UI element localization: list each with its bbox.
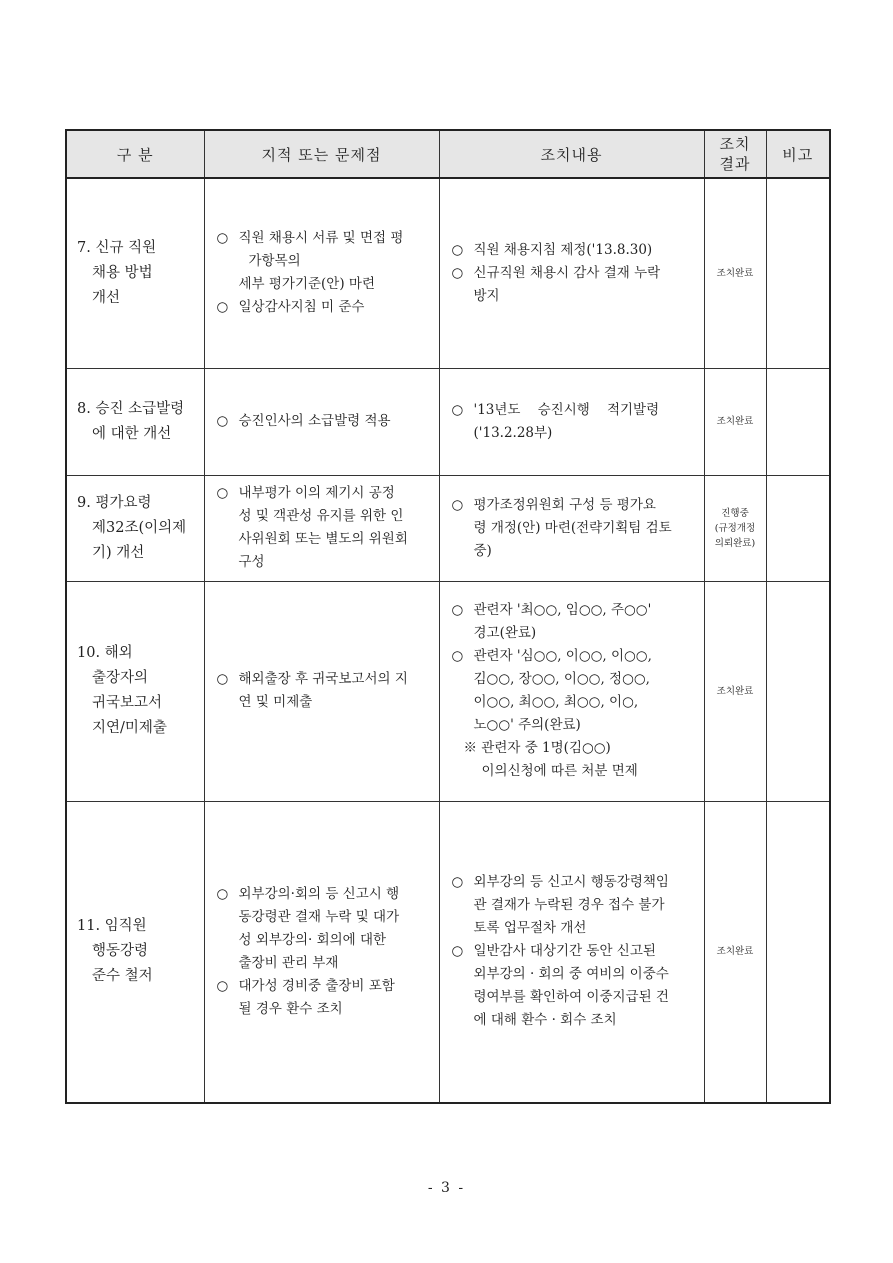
bullet-icon: ○ [451,602,464,618]
list-item [452,940,696,1032]
item-line: 령여부를 확인하여 이중지급된 건 [473,989,669,1006]
category-line: 7. 신규 직원 [77,239,157,256]
category-line: 8. 승진 소급발령 [77,400,185,417]
table-row [66,581,830,801]
result-text: 조치완료 [716,685,754,697]
item-line: '13년도 승진시행 적기발령 [473,401,660,418]
item-line: ('13.2.28부) [473,424,553,441]
remark-cell [766,368,830,475]
item-line: 동강령관 결재 누락 및 대가 [238,908,400,925]
category-line: 준수 철저 [92,968,153,985]
item-line: 토록 업무절차 개선 [473,920,587,937]
item-line: 평가조정위원회 구성 등 평가요 [473,496,656,513]
item-line: 김○○, 장○○, 이○○, 정○○, [473,671,650,687]
list-item [452,494,696,563]
item-line: 외부강의 · 회의 중 여비의 이중수 [473,966,669,983]
category-line: 채용 방법 [92,264,153,281]
note-line: 관련자 중 1명(김○○) [481,740,611,756]
category-cell [66,368,204,475]
list-item [452,262,696,308]
list-item [217,883,431,975]
item-line: 외부강의·회의 등 신고시 행 [238,885,400,902]
issue-cell [204,475,439,581]
result-cell [704,368,766,475]
bullet-icon: ○ [451,264,464,281]
bullet-icon: ○ [451,496,464,513]
category-line: 제32조(이의제 [92,519,187,536]
item-line: 노○○' 주의(완료) [473,717,581,733]
item-line: 사위원회 또는 별도의 위원회 [238,531,408,547]
category-cell [66,475,204,581]
item-line: 직원 채용지침 제정('13.8.30) [473,241,653,258]
result-cell [704,581,766,801]
header-category: 구 분 [66,130,204,178]
item-line: 해외출장 후 귀국보고서의 지 [238,671,408,687]
header-result-line2: 결과 [719,155,751,173]
item-line: 될 경우 환수 조치 [238,1000,343,1017]
item-line: 내부평가 이의 제기시 공정 [238,485,395,501]
item-line: 직원 채용시 서류 및 면접 평 [238,230,404,247]
result-text: (규정개정 [714,522,756,534]
item-line: 중) [473,542,492,559]
item-line: 관 결재가 누락된 경우 접수 불가 [473,897,665,914]
list-item [452,399,696,445]
item-line: 일반감사 대상기간 동안 신고된 [473,943,656,960]
remark-cell [766,581,830,801]
result-text: 조치완료 [716,267,754,279]
item-line: 연 및 미제출 [238,694,313,710]
header-row [66,130,830,178]
list-item [452,871,696,940]
action-cell [439,368,704,475]
item-line: 구성 [238,554,265,570]
bullet-icon: ○ [216,671,229,687]
action-cell [439,178,704,368]
note-mark: ※ [463,740,477,756]
category-cell [66,581,204,801]
action-cell [439,475,704,581]
issue-cell [204,801,439,1103]
category-line: 지연/미제출 [92,720,167,736]
list-item [452,599,696,645]
item-line: 경고(완료) [473,625,537,641]
header-issue: 지적 또는 문제점 [204,130,439,178]
list-item [452,239,696,262]
issue-cell [204,581,439,801]
result-text: 진행중 [721,507,749,519]
item-line: 관련자 '최○○, 임○○, 주○○' [473,602,652,618]
issue-cell [204,178,439,368]
issue-cell [204,368,439,475]
item-line: 이○○, 최○○, 최○○, 이○, [473,694,639,710]
table-row [66,801,830,1103]
category-line: 9. 평가요령 [77,494,152,511]
result-cell [704,475,766,581]
list-item [217,975,431,1021]
bullet-icon: ○ [451,943,464,960]
item-line: 에 대해 환수 · 회수 조치 [473,1012,617,1029]
bullet-icon: ○ [451,401,464,418]
bullet-icon: ○ [216,230,229,247]
bullet-icon: ○ [451,241,464,258]
list-item [452,645,696,737]
item-line: 신규직원 채용시 감사 결재 누락 [473,264,661,281]
item-line: 성 및 객관성 유지를 위한 인 [238,508,404,524]
item-line: 가항목의 [248,253,301,270]
note [452,737,696,783]
item-line: 출장비 관리 부재 [238,954,339,971]
action-table [65,129,831,1104]
bullet-icon: ○ [216,413,229,429]
category-line: 귀국보고서 [92,695,163,711]
category-line: 11. 임직원 [77,918,147,935]
item-line: 령 개정(안) 마련(전략기획팀 검토 [473,519,672,536]
category-cell [66,178,204,368]
item-line: 승진인사의 소급발령 적용 [238,413,391,429]
action-cell [439,801,704,1103]
bullet-icon: ○ [216,977,229,994]
category-cell [66,801,204,1103]
remark-cell [766,801,830,1103]
item-line: 일상감사지침 미 준수 [238,299,365,316]
header-result [704,130,766,178]
list-item [217,668,431,714]
table-row [66,475,830,581]
note-line: 이의신청에 따른 처분 면제 [481,763,638,779]
list-item [217,227,431,296]
bullet-icon: ○ [216,485,229,501]
category-line: 출장자의 [92,670,149,686]
result-text: 조치완료 [716,416,754,427]
item-line: 성 외부강의· 회의에 대한 [238,931,387,948]
category-line: 기) 개선 [92,544,145,561]
result-cell [704,801,766,1103]
list-item [217,410,431,433]
category-line: 개선 [92,289,121,306]
header-result-line1: 조치 [719,135,751,153]
remark-cell [766,475,830,581]
item-line: 방지 [473,287,500,304]
item-line: 외부강의 등 신고시 행동강령책임 [473,874,669,891]
bullet-icon: ○ [216,299,229,316]
action-cell [439,581,704,801]
item-line: 관련자 '심○○, 이○○, 이○○, [473,648,652,664]
category-line: 에 대한 개선 [92,425,172,442]
category-line: 10. 해외 [77,645,133,661]
table-row [66,368,830,475]
header-remark: 비고 [766,130,830,178]
result-text: 조치완료 [716,946,754,958]
category-line: 행동강령 [92,943,149,960]
list-item [217,482,431,574]
bullet-icon: ○ [451,874,464,891]
list-item [217,296,431,319]
item-line: 세부 평가기준(안) 마련 [238,276,375,293]
bullet-icon: ○ [451,648,464,664]
bullet-icon: ○ [216,885,229,902]
result-text: 의뢰완료) [714,537,756,549]
table-row [66,178,830,368]
page-number: - 3 - [427,1180,466,1196]
result-cell [704,178,766,368]
item-line: 대가성 경비중 출장비 포함 [238,977,395,994]
remark-cell [766,178,830,368]
header-action: 조치내용 [439,130,704,178]
